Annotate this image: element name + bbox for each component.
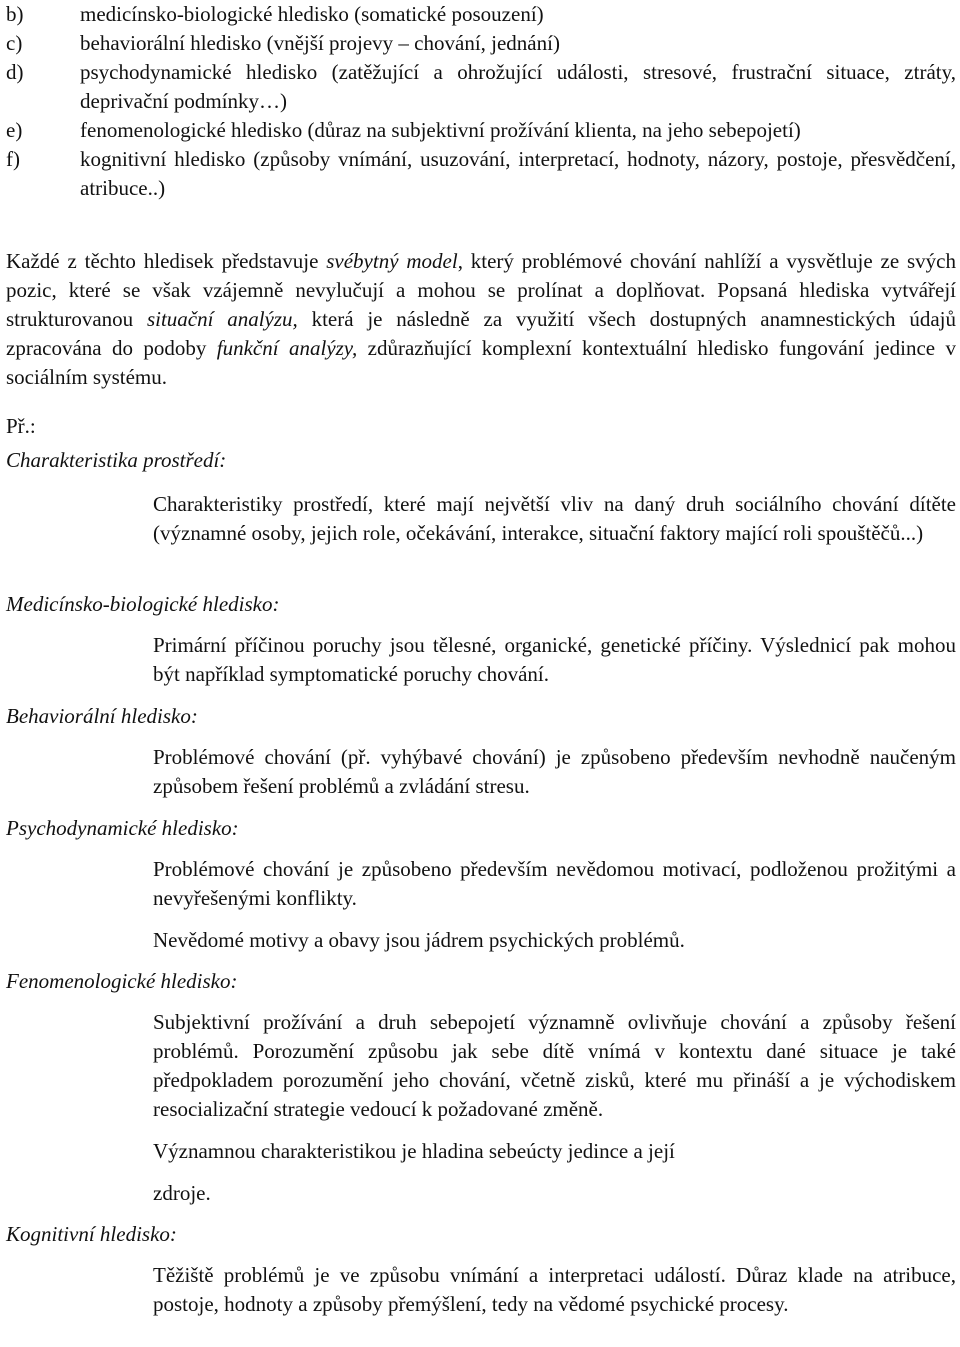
intro-emphasis: svébytný model — [326, 249, 458, 273]
intro-emphasis: situační analýzu, — [146, 307, 298, 331]
list-item-text: behaviorální hledisko (vnější projevy – chování, jednání) — [80, 31, 560, 55]
list-item — [6, 116, 956, 145]
text-phenomenological-3: zdroje. — [153, 1181, 211, 1205]
text-psychodynamic-2: Nevědomé motivy a obavy jsou jádrem psychických problémů. — [153, 928, 685, 952]
intro-text: Každé z těchto hledisek představuje — [6, 249, 327, 273]
list-marker: e) — [6, 118, 23, 142]
example-label: Př.: — [6, 414, 36, 438]
list-marker: f) — [6, 147, 20, 171]
text-phenomenological-2: Významnou charakteristikou je hladina sebeúcty jedince a její — [153, 1139, 675, 1163]
list-item-text: kognitivní hledisko (způsoby vnímání, usuzování, interpretací, hodnoty, názory, postoje, přesvědčení, atribuce..) — [80, 147, 956, 200]
text-behavioral: Problémové chování (př. vyhýbavé chování) je způsobeno především nevhodně naučeným způsobem řešení problémů a zvládání stresu. — [153, 745, 956, 798]
text-medical: Primární příčinou poruchy jsou tělesné, organické, genetické příčiny. Výslednicí pak mohou být například symptomatické poruchy chování. — [153, 633, 956, 686]
list-item-text: medicínsko-biologické hledisko (somatické posouzení) — [80, 2, 544, 26]
list-item-text: psychodynamické hledisko (zatěžující a ohrožující události, stresové, frustrační situace, ztráty, deprivační podmínky…) — [80, 60, 956, 113]
list-item — [6, 0, 956, 29]
intro-text: která je následně za využití všech dostupných anamnestických údajů zpracována do podoby — [6, 307, 956, 360]
text-psychodynamic-1: Problémové chování je způsobeno především nevědomou motivací, podloženou prožitými a nevyřešenými konflikty. — [153, 857, 956, 910]
heading-psychodynamic: Psychodynamické hledisko: — [6, 816, 239, 840]
heading-cognitive: Kognitivní hledisko: — [6, 1222, 177, 1246]
list-item-text: fenomenologické hledisko (důraz na subjektivní prožívání klienta, na jeho sebepojetí) — [80, 118, 801, 142]
text-environment: Charakteristiky prostředí, které mají největší vliv na daný druh sociálního chování dítěte (významné osoby, jejich role, očekávání, interakce, situační faktory mající roli spouštěčů...) — [153, 492, 956, 545]
heading-phenomenological: Fenomenologické hledisko: — [6, 969, 238, 993]
approach-list — [6, 0, 956, 203]
heading-environment: Charakteristika prostředí: — [6, 448, 227, 472]
list-marker: d) — [6, 60, 24, 84]
text-cognitive: Těžiště problémů je ve způsobu vnímání a interpretaci událostí. Důraz klade na atribuce, postoje, hodnoty a způsoby přemýšlení, tedy na vědomé psychické procesy. — [153, 1263, 956, 1316]
list-marker: b) — [6, 2, 24, 26]
list-item — [6, 58, 956, 116]
heading-medical: Medicínsko-biologické hledisko: — [6, 592, 280, 616]
list-marker: c) — [6, 31, 23, 55]
heading-behavioral: Behaviorální hledisko: — [6, 704, 198, 728]
list-item — [6, 145, 956, 203]
text-phenomenological-1: Subjektivní prožívání a druh sebepojetí významně ovlivňuje chování a způsoby řešení problémů. Porozumění způsobu jak sebe dítě vnímá v kontextu dané situace je také předpokladem porozumění jeho chování, včetně zisků, které mu přináší a je východiskem resocializační strategie vedoucí k požadované změně. — [153, 1010, 956, 1121]
intro-text: , který problémové chování nahlíží a vysvětluje ze svých pozic, které se však vzájemně nevylučují a mohou se prolínat a doplňovat. Popsaná hlediska vytvářejí strukturovanou — [6, 249, 956, 331]
intro-text: zdůrazňující komplexní kontextuální hledisko fungování jedince v sociálním systému. — [6, 336, 956, 389]
intro-paragraph — [6, 247, 956, 392]
list-item — [6, 29, 956, 58]
intro-emphasis: funkční analýzy, — [216, 336, 358, 360]
